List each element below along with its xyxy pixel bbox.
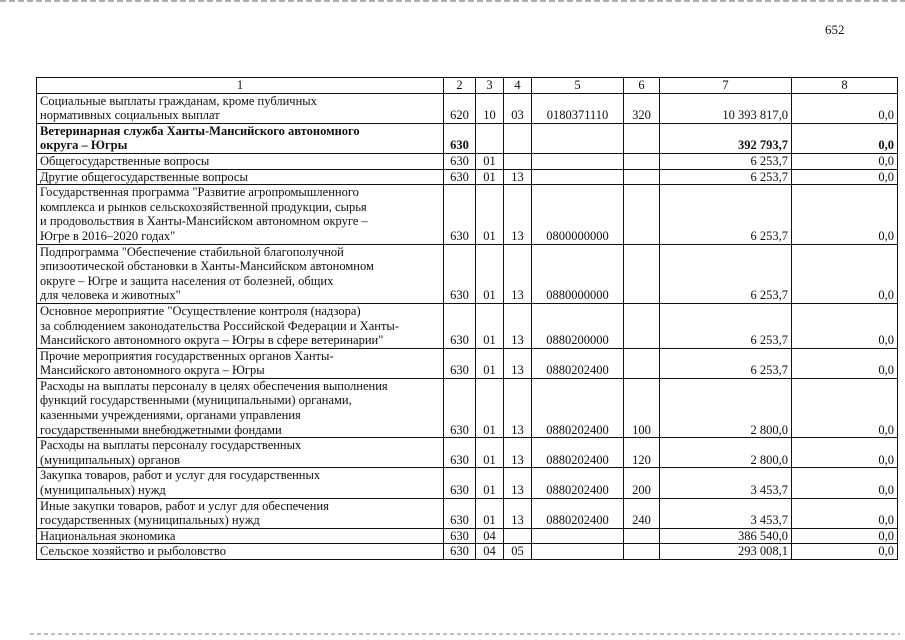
row-ved-code: 630	[444, 544, 476, 560]
row-target-code: 0880202400	[532, 468, 624, 498]
column-header: 1	[37, 78, 444, 94]
column-header: 2	[444, 78, 476, 94]
row-ved-code: 630	[444, 438, 476, 468]
table-row	[37, 528, 898, 544]
row-subsection-code: 13	[504, 169, 532, 185]
row-amount: 3 453,7	[660, 468, 792, 498]
table-row	[37, 153, 898, 169]
row-amount: 6 253,7	[660, 303, 792, 348]
row-amount: 6 253,7	[660, 244, 792, 303]
row-name: Основное мероприятие "Осуществление контроля (надзора) за соблюдением законодательства Российской Федерации и Ханты- Мансийского автономного округа – Югры в сфере ветеринарии"	[37, 303, 444, 348]
row-expense-type-code	[624, 123, 660, 153]
row-expense-type-code: 100	[624, 378, 660, 437]
row-ved-code: 630	[444, 303, 476, 348]
row-section-code	[476, 123, 504, 153]
row-ved-code: 630	[444, 123, 476, 153]
row-subsection-code: 13	[504, 244, 532, 303]
row-ved-code: 630	[444, 244, 476, 303]
table-row	[37, 348, 898, 378]
row-column-8: 0,0	[792, 123, 898, 153]
row-section-code: 01	[476, 244, 504, 303]
table-row	[37, 498, 898, 528]
scan-edge-top	[0, 0, 905, 2]
row-column-8: 0,0	[792, 438, 898, 468]
row-amount: 6 253,7	[660, 185, 792, 244]
row-name: Прочие мероприятия государственных органов Ханты- Мансийского автономного округа – Югры	[37, 348, 444, 378]
row-amount: 6 253,7	[660, 169, 792, 185]
row-target-code: 0880000000	[532, 244, 624, 303]
row-amount: 3 453,7	[660, 498, 792, 528]
row-target-code	[532, 528, 624, 544]
row-column-8: 0,0	[792, 378, 898, 437]
row-ved-code: 630	[444, 498, 476, 528]
row-name: Социальные выплаты гражданам, кроме публичных нормативных социальных выплат	[37, 93, 444, 123]
row-column-8: 0,0	[792, 303, 898, 348]
row-target-code	[532, 169, 624, 185]
row-subsection-code	[504, 528, 532, 544]
row-subsection-code: 13	[504, 498, 532, 528]
row-subsection-code: 03	[504, 93, 532, 123]
row-subsection-code: 13	[504, 303, 532, 348]
row-target-code: 0880200000	[532, 303, 624, 348]
row-expense-type-code	[624, 303, 660, 348]
row-target-code	[532, 123, 624, 153]
row-name: Расходы на выплаты персоналу в целях обеспечения выполнения функций государственными (муниципальными) органами, казенными учреждениями, органами управления государственными внебюджетными фондами	[37, 378, 444, 437]
row-section-code: 01	[476, 185, 504, 244]
row-expense-type-code	[624, 528, 660, 544]
column-header: 7	[660, 78, 792, 94]
row-amount: 10 393 817,0	[660, 93, 792, 123]
row-ved-code: 630	[444, 468, 476, 498]
table-row	[37, 244, 898, 303]
row-subsection-code: 13	[504, 468, 532, 498]
row-column-8: 0,0	[792, 498, 898, 528]
row-amount: 392 793,7	[660, 123, 792, 153]
table-row	[37, 544, 898, 560]
row-name: Ветеринарная служба Ханты-Мансийского автономного округа – Югры	[37, 123, 444, 153]
row-column-8: 0,0	[792, 468, 898, 498]
scan-edge-bottom	[30, 633, 900, 635]
column-header: 5	[532, 78, 624, 94]
row-section-code: 10	[476, 93, 504, 123]
row-name: Государственная программа "Развитие агропромышленного комплекса и рынков сельскохозяйственной продукции, сырья и продовольствия в Ханты-Мансийском автономном округе – Югре в 2016–2020 годах"	[37, 185, 444, 244]
row-section-code: 04	[476, 528, 504, 544]
table-row	[37, 468, 898, 498]
row-section-code: 01	[476, 438, 504, 468]
row-target-code: 0880202400	[532, 378, 624, 437]
row-subsection-code	[504, 123, 532, 153]
row-name: Расходы на выплаты персоналу государственных (муниципальных) органов	[37, 438, 444, 468]
row-section-code: 01	[476, 153, 504, 169]
row-subsection-code: 13	[504, 348, 532, 378]
row-target-code: 0800000000	[532, 185, 624, 244]
row-section-code: 01	[476, 348, 504, 378]
row-target-code	[532, 544, 624, 560]
row-ved-code: 630	[444, 169, 476, 185]
row-ved-code: 630	[444, 528, 476, 544]
row-expense-type-code	[624, 244, 660, 303]
row-name: Закупка товаров, работ и услуг для государственных (муниципальных) нужд	[37, 468, 444, 498]
row-name: Другие общегосударственные вопросы	[37, 169, 444, 185]
row-target-code: 0880202400	[532, 498, 624, 528]
row-name: Национальная экономика	[37, 528, 444, 544]
table-row	[37, 303, 898, 348]
row-name: Общегосударственные вопросы	[37, 153, 444, 169]
column-header: 4	[504, 78, 532, 94]
row-section-code: 01	[476, 303, 504, 348]
row-amount: 2 800,0	[660, 438, 792, 468]
column-header: 8	[792, 78, 898, 94]
budget-table	[36, 77, 898, 560]
table-row	[37, 438, 898, 468]
row-expense-type-code	[624, 185, 660, 244]
row-section-code: 01	[476, 378, 504, 437]
row-subsection-code: 13	[504, 185, 532, 244]
row-amount: 6 253,7	[660, 348, 792, 378]
row-ved-code: 620	[444, 93, 476, 123]
row-ved-code: 630	[444, 348, 476, 378]
row-target-code: 0180371110	[532, 93, 624, 123]
row-column-8: 0,0	[792, 169, 898, 185]
row-column-8: 0,0	[792, 348, 898, 378]
table-row	[37, 185, 898, 244]
row-expense-type-code: 240	[624, 498, 660, 528]
row-expense-type-code	[624, 348, 660, 378]
row-target-code: 0880202400	[532, 348, 624, 378]
table-row	[37, 93, 898, 123]
table-row	[37, 123, 898, 153]
column-number-row	[37, 78, 898, 94]
row-subsection-code: 13	[504, 438, 532, 468]
row-amount: 293 008,1	[660, 544, 792, 560]
row-column-8: 0,0	[792, 153, 898, 169]
row-expense-type-code: 120	[624, 438, 660, 468]
row-target-code: 0880202400	[532, 438, 624, 468]
row-subsection-code: 05	[504, 544, 532, 560]
row-expense-type-code	[624, 153, 660, 169]
row-section-code: 01	[476, 468, 504, 498]
row-expense-type-code	[624, 544, 660, 560]
row-ved-code: 630	[444, 378, 476, 437]
row-column-8: 0,0	[792, 544, 898, 560]
row-column-8: 0,0	[792, 93, 898, 123]
row-ved-code: 630	[444, 185, 476, 244]
row-subsection-code: 13	[504, 378, 532, 437]
row-amount: 2 800,0	[660, 378, 792, 437]
column-header: 3	[476, 78, 504, 94]
row-section-code: 04	[476, 544, 504, 560]
table-body	[37, 93, 898, 559]
row-expense-type-code	[624, 169, 660, 185]
row-target-code	[532, 153, 624, 169]
row-expense-type-code: 200	[624, 468, 660, 498]
row-column-8: 0,0	[792, 185, 898, 244]
row-expense-type-code: 320	[624, 93, 660, 123]
row-amount: 6 253,7	[660, 153, 792, 169]
row-subsection-code	[504, 153, 532, 169]
row-ved-code: 630	[444, 153, 476, 169]
row-column-8: 0,0	[792, 528, 898, 544]
row-name: Сельское хозяйство и рыболовство	[37, 544, 444, 560]
column-header: 6	[624, 78, 660, 94]
row-section-code: 01	[476, 169, 504, 185]
row-section-code: 01	[476, 498, 504, 528]
table-row	[37, 169, 898, 185]
row-column-8: 0,0	[792, 244, 898, 303]
row-amount: 386 540,0	[660, 528, 792, 544]
page-number: 652	[825, 22, 845, 37]
table-row	[37, 378, 898, 437]
row-name: Подпрограмма "Обеспечение стабильной благополучной эпизоотической обстановки в Ханты-Мансийском автономном округе – Югре и защита населения от болезней, общих для человека и животных"	[37, 244, 444, 303]
row-name: Иные закупки товаров, работ и услуг для обеспечения государственных (муниципальных) нужд	[37, 498, 444, 528]
